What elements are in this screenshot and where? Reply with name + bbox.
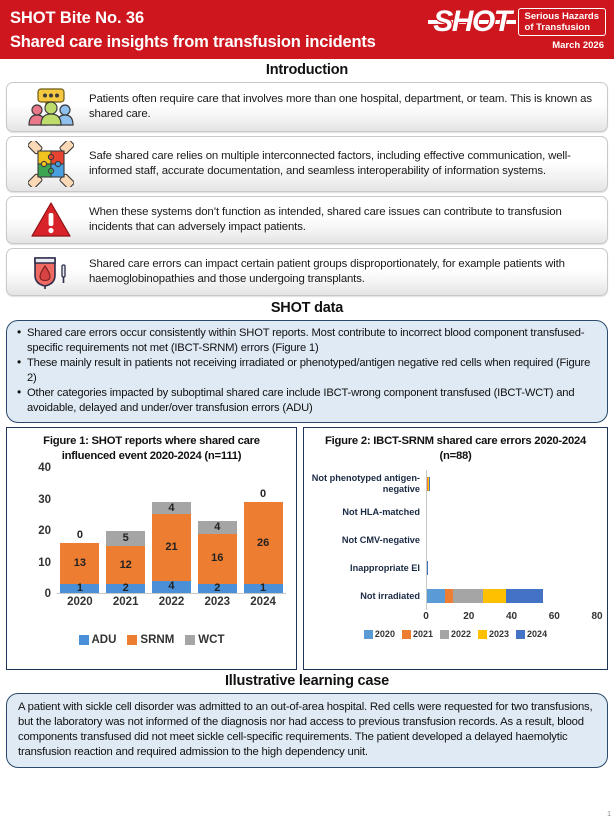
bite-number: SHOT Bite No. 36 — [10, 9, 145, 27]
figure-1-value-label: 2 — [214, 582, 221, 595]
figure-1-value-label: 1 — [260, 582, 267, 595]
figure-2-x-tick: 0 — [423, 611, 429, 623]
figure-1-segment-srnm — [60, 543, 99, 584]
figure-2-category-label: Not phenotyped antigen-negative — [311, 473, 420, 495]
hands-puzzle-icon — [13, 141, 89, 187]
legend-swatch-icon — [79, 635, 89, 645]
legend-swatch-icon — [185, 635, 195, 645]
figure-2-legend-label: 2023 — [489, 629, 510, 640]
figure-1-column — [106, 468, 145, 593]
figure-1-value-label: 4 — [168, 501, 175, 514]
figure-1-value-label: 1 — [76, 582, 83, 595]
shot-data-bullet-list — [17, 326, 597, 415]
figure-1-y-tick: 10 — [38, 556, 51, 569]
figure-1-column — [60, 468, 99, 593]
figure-2-x-tick: 60 — [548, 611, 560, 623]
figure-2-bar — [427, 533, 429, 547]
intro-card-text: Shared care errors can impact certain patient groups disproportionately, for example patients with haemoglobinopathies and those undergoing transplants. — [89, 257, 565, 285]
figure-1-value-label: 2 — [122, 582, 129, 595]
case-box — [6, 693, 608, 768]
figure-1-legend-item[interactable] — [185, 634, 224, 646]
figure-1-segment-adu — [106, 584, 145, 593]
figure-1-value-label: 26 — [256, 536, 270, 549]
figure-2-x-tick: 80 — [591, 611, 603, 623]
intro-card — [6, 248, 608, 296]
page-title: Shared care insights from transfusion incidents — [10, 32, 376, 51]
figure-1-segment-adu — [152, 581, 191, 594]
figure-2-row — [304, 498, 597, 526]
figure-1-segment-wct — [60, 530, 99, 543]
shot-data-box — [6, 320, 608, 423]
shot-tagline — [518, 8, 606, 36]
legend-swatch-icon — [402, 630, 411, 639]
page-number: 1 — [607, 811, 611, 818]
figure-1-segment-wct — [152, 502, 191, 515]
figure-1-y-axis — [21, 462, 51, 601]
figure-1-column — [244, 468, 283, 593]
figure-2-legend-label: 2022 — [450, 629, 472, 640]
figure-1-segment-adu — [244, 584, 283, 593]
case-text: A patient with sickle cell disorder was admitted to an out-of-area hospital. Red cells were requested for two transfusions, but the laboratory was not informed of the diagnosis nor had access to previous transfusion records. As a result, blood components transfused did not meet sickle cell-specific requirements. The patient developed a delayed haemolytic transfusion reaction and required admission to the high dependency unit. — [18, 701, 593, 759]
figure-2-legend-label: 2024 — [527, 629, 548, 640]
legend-swatch-icon — [478, 630, 487, 639]
figure-1-value-label: 16 — [211, 552, 224, 565]
figure-1-legend-label: SRNM — [140, 634, 175, 647]
figure-2-track — [426, 498, 597, 526]
figure-1-x-label: 2023 — [204, 596, 231, 609]
figure-2-x-tick: 20 — [463, 611, 475, 623]
figure-1-value-label: 4 — [168, 580, 175, 593]
figure-1-segment-wct — [244, 489, 283, 502]
figure-2-row — [304, 526, 597, 554]
figure-2-panel — [303, 427, 608, 670]
legend-swatch-icon — [127, 635, 137, 645]
figure-2-legend-item[interactable] — [402, 629, 433, 639]
figure-2-plot — [304, 470, 607, 625]
blood-bag-icon — [13, 253, 89, 291]
intro-card-text: Safe shared care relies on multiple interconnected factors, including effective communication, well-informed staff, accurate documentation, and seamless interoperability of information systems. — [89, 149, 571, 177]
figure-1-x-label: 2020 — [67, 596, 93, 609]
figure-1-legend-item[interactable] — [79, 634, 117, 646]
figure-2-track — [426, 470, 597, 498]
figure-1-value-label: 13 — [73, 557, 87, 570]
charts-row — [0, 423, 614, 670]
figure-2-category-label: Not HLA-matched — [342, 506, 420, 517]
figure-2-segment-2021 — [445, 589, 454, 603]
figure-2-legend-item[interactable] — [364, 629, 395, 639]
figure-2-legend-item[interactable] — [516, 629, 547, 639]
list-item: • Shared care errors occur consistently within SHOT reports. Most contribute to incorrect blood component transfused-specific requirements not met (IBCT-SRNM) errors (Figure 1) — [17, 326, 597, 355]
figure-1-y-tick: 20 — [38, 525, 51, 538]
figure-1-value-label: 4 — [214, 521, 221, 533]
figure-1-value-label: 0 — [260, 488, 267, 501]
introduction-heading: Introduction — [265, 62, 349, 78]
figure-1-legend-item[interactable] — [127, 634, 174, 646]
shot-wordmark — [431, 7, 512, 37]
figure-1-segment-srnm — [244, 502, 283, 584]
list-item: • Other categories impacted by suboptimal shared care include IBCT-wrong component transfused (IBCT-WCT) and avoidable, delayed and under/over transfusion errors (ADU) — [17, 386, 597, 415]
figure-2-segment-2024 — [506, 589, 543, 603]
intro-card — [6, 196, 608, 244]
figure-1-column — [152, 468, 191, 593]
shot-tagline-line2: of Transfusion — [524, 22, 590, 33]
page-header — [0, 0, 614, 59]
figure-1-plot — [7, 462, 296, 614]
intro-card — [6, 82, 608, 132]
figure-2-category-label: Not irradiated — [360, 590, 420, 601]
header-brand — [431, 5, 606, 51]
figure-2-segment-2020 — [427, 589, 445, 603]
figure-2-x-tick: 40 — [505, 611, 518, 623]
shot-data-heading: SHOT data — [270, 300, 344, 316]
figure-2-segment-2023 — [483, 589, 506, 603]
figure-1-segment-srnm — [106, 546, 145, 584]
figure-2-row — [304, 554, 597, 582]
figure-1-column — [198, 468, 237, 593]
figure-2-segment-2022 — [453, 589, 483, 603]
figure-2-category-label: Inappropriate EI — [350, 562, 420, 573]
people-speech-bubble-icon — [13, 87, 89, 127]
figure-2-row — [304, 470, 597, 498]
figure-1-x-labels — [57, 596, 286, 608]
figure-2-bar — [427, 477, 446, 491]
figure-1-panel — [6, 427, 297, 670]
figure-2-category-label: Not CMV-negative — [341, 534, 420, 545]
figure-1-y-tick: 0 — [44, 588, 51, 601]
figure-1-legend — [7, 634, 296, 646]
list-item: • These mainly result in patients not receiving irradiated or phenotyped/antigen negative red cells when required (Figure 2) — [17, 356, 597, 385]
figure-1-title: Figure 1: SHOT reports where shared care influenced event 2020-2024 (n=111) — [43, 435, 260, 463]
figure-2-track — [426, 554, 597, 582]
figure-1-segment-srnm — [198, 534, 237, 584]
figure-1-segment-adu — [60, 584, 99, 593]
figure-2-legend — [304, 629, 607, 639]
figure-1-y-tick: 30 — [38, 493, 51, 506]
figure-1-segment-adu — [198, 584, 237, 593]
figure-2-bar — [427, 561, 433, 575]
figure-2-title: Figure 2: IBCT-SRNM shared care errors 2020-2024 (n=88) — [324, 435, 587, 463]
figure-1-segment-srnm — [152, 514, 191, 580]
figure-1-x-label: 2021 — [112, 596, 139, 609]
figure-1-value-label: 12 — [119, 558, 132, 571]
figure-1-segment-wct — [198, 521, 237, 534]
figure-1-value-label: 0 — [76, 529, 83, 542]
case-heading: Illustrative learning case — [224, 673, 390, 690]
figure-1-value-label: 5 — [122, 532, 129, 545]
intro-card-list — [0, 82, 614, 296]
figure-2-bar — [427, 505, 431, 519]
shot-tagline-line1: Serious Hazards — [524, 10, 599, 22]
figure-1-segment-wct — [106, 531, 145, 547]
intro-card-text: Patients often require care that involves more than one hospital, department, or team. This is known as shared care. — [89, 92, 592, 120]
figure-1-x-label: 2024 — [250, 596, 276, 609]
figure-2-x-axis — [423, 611, 603, 627]
figure-2-legend-label: 2021 — [412, 629, 433, 640]
legend-swatch-icon — [440, 630, 449, 639]
figure-1-legend-label: WCT — [198, 634, 225, 647]
figure-1-y-tick: 40 — [38, 462, 51, 475]
figure-2-bar — [427, 589, 567, 603]
shot-logo-text: SHOT — [433, 5, 511, 38]
figure-2-legend-item[interactable] — [440, 629, 471, 639]
legend-swatch-icon — [364, 630, 373, 639]
figure-1-x-label: 2022 — [158, 596, 185, 609]
header-titles — [10, 5, 376, 53]
figure-2-legend-label: 2020 — [374, 629, 395, 640]
intro-card-text: When these systems don’t function as intended, shared care issues can contribute to transfusion incidents that can adversely impact patients. — [89, 205, 562, 233]
warning-triangle-icon — [13, 201, 89, 239]
figure-2-row — [304, 582, 597, 610]
figure-1-value-label: 21 — [165, 541, 178, 554]
figure-2-legend-item[interactable] — [478, 629, 509, 639]
shot-logo — [431, 7, 606, 37]
figure-1-bars — [57, 468, 286, 594]
publication-date: March 2026 — [552, 40, 604, 51]
intro-card — [6, 136, 608, 192]
figure-1-legend-label: ADU — [91, 634, 117, 647]
figure-2-track — [426, 582, 597, 610]
legend-swatch-icon — [516, 630, 525, 639]
figure-2-track — [426, 526, 597, 554]
figure-2-bars — [304, 470, 597, 610]
